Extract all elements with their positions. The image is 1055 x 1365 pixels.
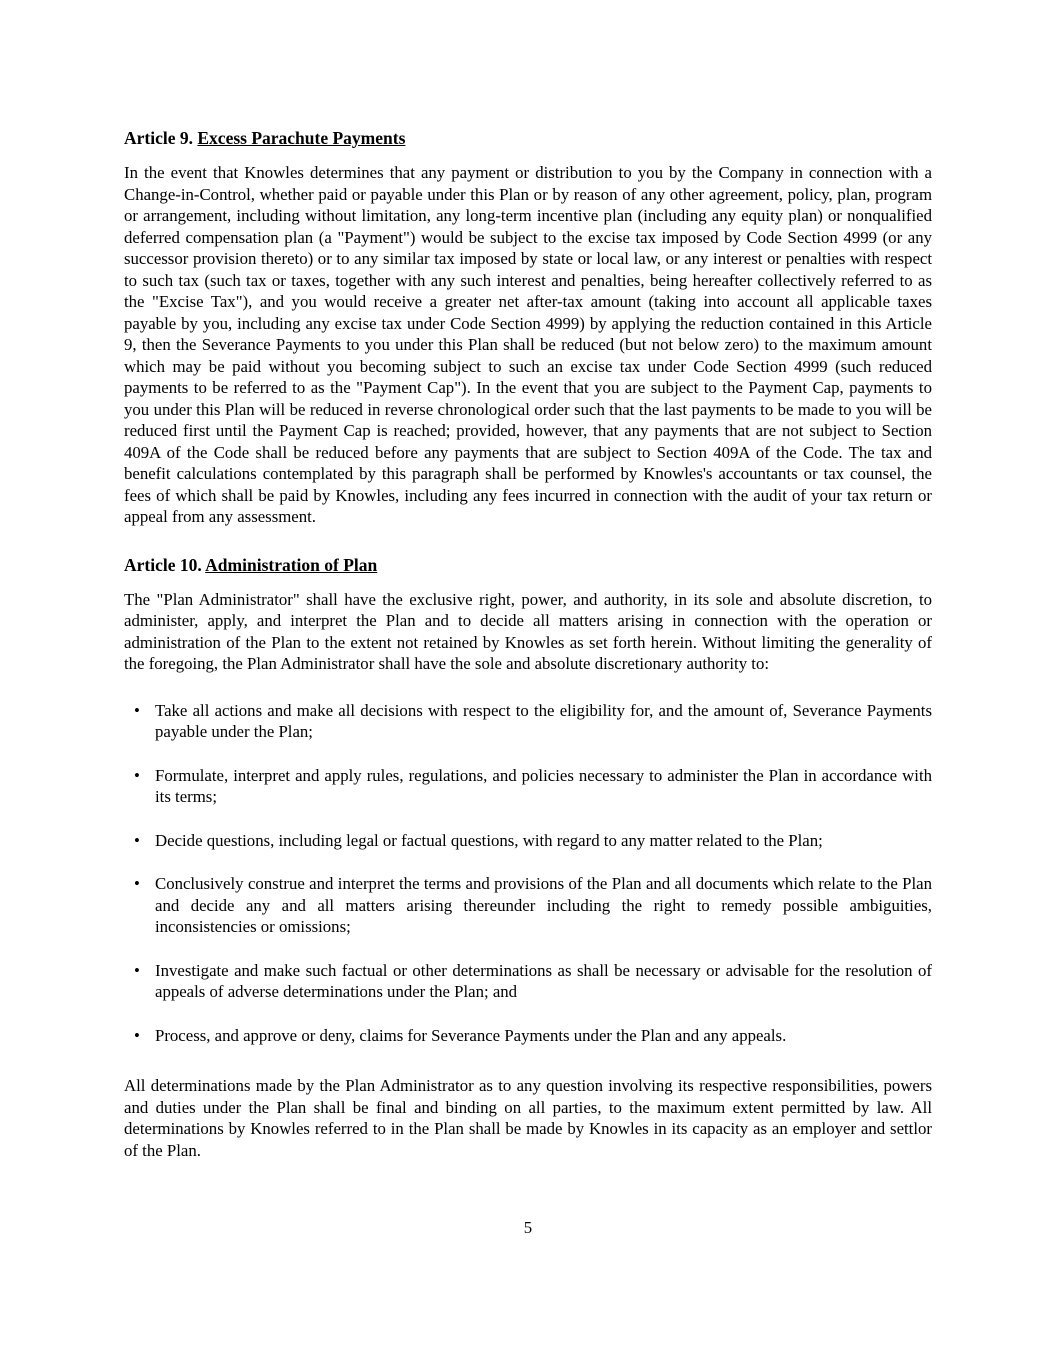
bullet-icon: • — [134, 830, 140, 850]
bullet-text: Process, and approve or deny, claims for Severance Payments under the Plan and any appeals. — [155, 1025, 787, 1045]
list-item — [124, 1025, 932, 1047]
administrator-powers-list — [124, 700, 932, 1047]
bullet-text: Take all actions and make all decisions with respect to the eligibility for, and the amount of, Severance Payments payable under the Plan; — [155, 700, 932, 741]
article-9-paragraph: In the event that Knowles determines that any payment or distribution to you by the Company in connection with a Change-in-Control, whether paid or payable under this Plan or by reason of any other agreement, policy, plan, program or arrangement, including without limitation, any long-term incentive plan (including any equity plan) or nonqualified deferred compensation plan (a "Payment") would be subject to the excise tax imposed by Code Section 4999 (or any successor provision thereto) or to any similar tax imposed by state or local law, or any interest or penalties with respect to such tax (such tax or taxes, together with any such interest and penalties, being hereafter collectively referred to as the "Excise Tax"), and you would receive a greater net after-tax amount (taking into account all applicable taxes payable by you, including any excise tax under Code Section 4999) by applying the reduction contained in this Article 9, then the Severance Payments to you under this Plan shall be reduced (but not below zero) to the maximum amount which may be paid without you becoming subject to such an excise tax under Code Section 4999 (such reduced payments to be referred to as the "Payment Cap"). In the event that you are subject to the Payment Cap, payments to you under this Plan will be reduced in reverse chronological order such that the last payments to be made to you will be reduced first until the Payment Cap is reached; provided, however, that any payments that are not subject to Section 409A of the Code shall be reduced before any payments that are subject to Section 409A of the Code. The tax and benefit calculations contemplated by this paragraph shall be performed by Knowles's accountants or tax counsel, the fees of which shall be paid by Knowles, including any fees incurred in connection with the audit of your tax return or appeal from any assessment. — [124, 163, 932, 526]
article-10-label: Article 10. — [124, 554, 202, 575]
article-9-title: Excess Parachute Payments — [197, 128, 406, 148]
bullet-text: Formulate, interpret and apply rules, regulations, and policies necessary to administer the Plan in accordance with its terms; — [155, 765, 932, 806]
list-item — [124, 830, 932, 852]
bullet-text: Decide questions, including legal or factual questions, with regard to any matter related to the Plan; — [155, 830, 823, 850]
bullet-icon: • — [134, 700, 140, 720]
article-9-label: Article 9. — [124, 128, 193, 148]
article-10-heading — [124, 554, 932, 576]
bullet-icon: • — [134, 765, 140, 785]
list-item — [124, 873, 932, 938]
bullet-text: Investigate and make such factual or other determinations as shall be necessary or advisable for the resolution of appeals of adverse determinations under the Plan; and — [155, 960, 932, 1001]
bullet-icon: • — [134, 960, 140, 980]
list-item — [124, 960, 932, 1003]
article-10-closing-paragraph: All determinations made by the Plan Administrator as to any question involving its respective responsibilities, powers and duties under the Plan shall be final and binding on all parties, to the maximum extent permitted by law. All determinations by Knowles referred to in the Plan shall be made by Knowles in its capacity as an employer and settlor of the Plan. — [124, 1076, 932, 1160]
list-item — [124, 765, 932, 808]
article-10-title: Administration of Plan — [205, 554, 378, 575]
bullet-text: Conclusively construe and interpret the terms and provisions of the Plan and all documents which relate to the Plan and decide any and all matters arising thereunder including the right to remedy possible ambiguities, inconsistencies or omissions; — [155, 874, 932, 936]
list-item — [124, 700, 932, 743]
bullet-icon: • — [134, 874, 140, 893]
article-10-intro-paragraph: The "Plan Administrator" shall have the exclusive right, power, and authority, in its sole and absolute discretion, to administer, apply, and interpret the Plan and to decide all matters arising in connection with the operation or administration of the Plan to the extent not retained by Knowles as set forth herein. Without limiting the generality of the foregoing, the Plan Administrator shall have the sole and absolute discretionary authority to: — [124, 589, 932, 673]
bullet-icon: • — [134, 1025, 140, 1045]
article-9-heading — [124, 127, 932, 149]
page-number: 5 — [523, 1218, 533, 1237]
